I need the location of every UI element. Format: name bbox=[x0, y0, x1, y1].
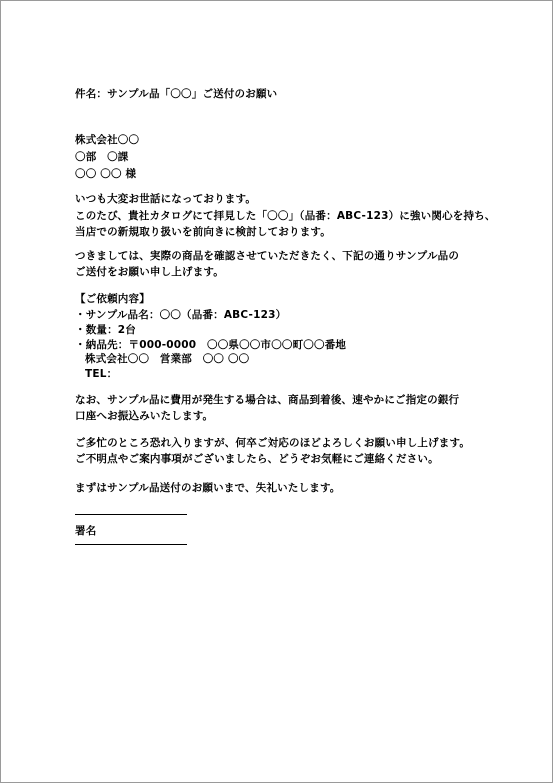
details-delivery-company: 株式会社〇〇 営業部 〇〇 〇〇 bbox=[85, 353, 250, 365]
details-quantity: ・数量：2台 bbox=[75, 324, 137, 336]
details-heading: 【ご依頼内容】 bbox=[75, 293, 150, 305]
details-delivery: ・納品先：〒000-0000 〇〇県〇〇市〇〇町〇〇番地 bbox=[75, 339, 347, 351]
request-line-2: ご送付をお願い申し上げます。 bbox=[75, 266, 224, 278]
addressee-company: 株式会社〇〇 bbox=[75, 134, 140, 146]
greeting-line-2: このたび、貴社カタログにて拝見した「〇〇」（品番：ABC-123）に強い関心を持ち、 bbox=[75, 210, 496, 222]
details-item: ・サンプル品名：〇〇（品番：ABC-123） bbox=[75, 309, 287, 321]
request-line-1: つきましては、実際の商品を確認させていただきたく、下記の通りサンプル品の bbox=[75, 250, 460, 262]
final-line: まずはサンプル品送付のお願いまで、失礼いたします。 bbox=[75, 482, 341, 494]
closing-line-2: ご不明点やご案内事項がございましたら、どうぞお気軽にご連絡ください。 bbox=[75, 453, 439, 465]
signature-label: 署名 bbox=[75, 525, 97, 537]
cost-line-2: 口座へお振込みいたします。 bbox=[75, 410, 214, 422]
cost-line-1: なお、サンプル品に費用が発生する場合は、商品到着後、速やかにご指定の銀行 bbox=[75, 394, 460, 406]
addressee-person: 〇〇 〇〇 様 bbox=[75, 168, 137, 180]
details-tel: TEL： bbox=[85, 368, 118, 380]
signature-rule-top bbox=[75, 514, 187, 515]
addressee-department: 〇部 〇課 bbox=[75, 151, 129, 163]
greeting-line-3: 当店での新規取り扱いを前向きに検討しております。 bbox=[75, 226, 331, 238]
greeting-line-1: いつも大変お世話になっております。 bbox=[75, 193, 257, 205]
subject-line: 件名：サンプル品「〇〇」ご送付のお願い bbox=[75, 88, 278, 100]
signature-rule-bottom bbox=[75, 544, 187, 545]
closing-line-1: ご多忙のところ恐れ入りますが、何卒ご対応のほどよろしくお願い申し上げます。 bbox=[75, 437, 471, 449]
